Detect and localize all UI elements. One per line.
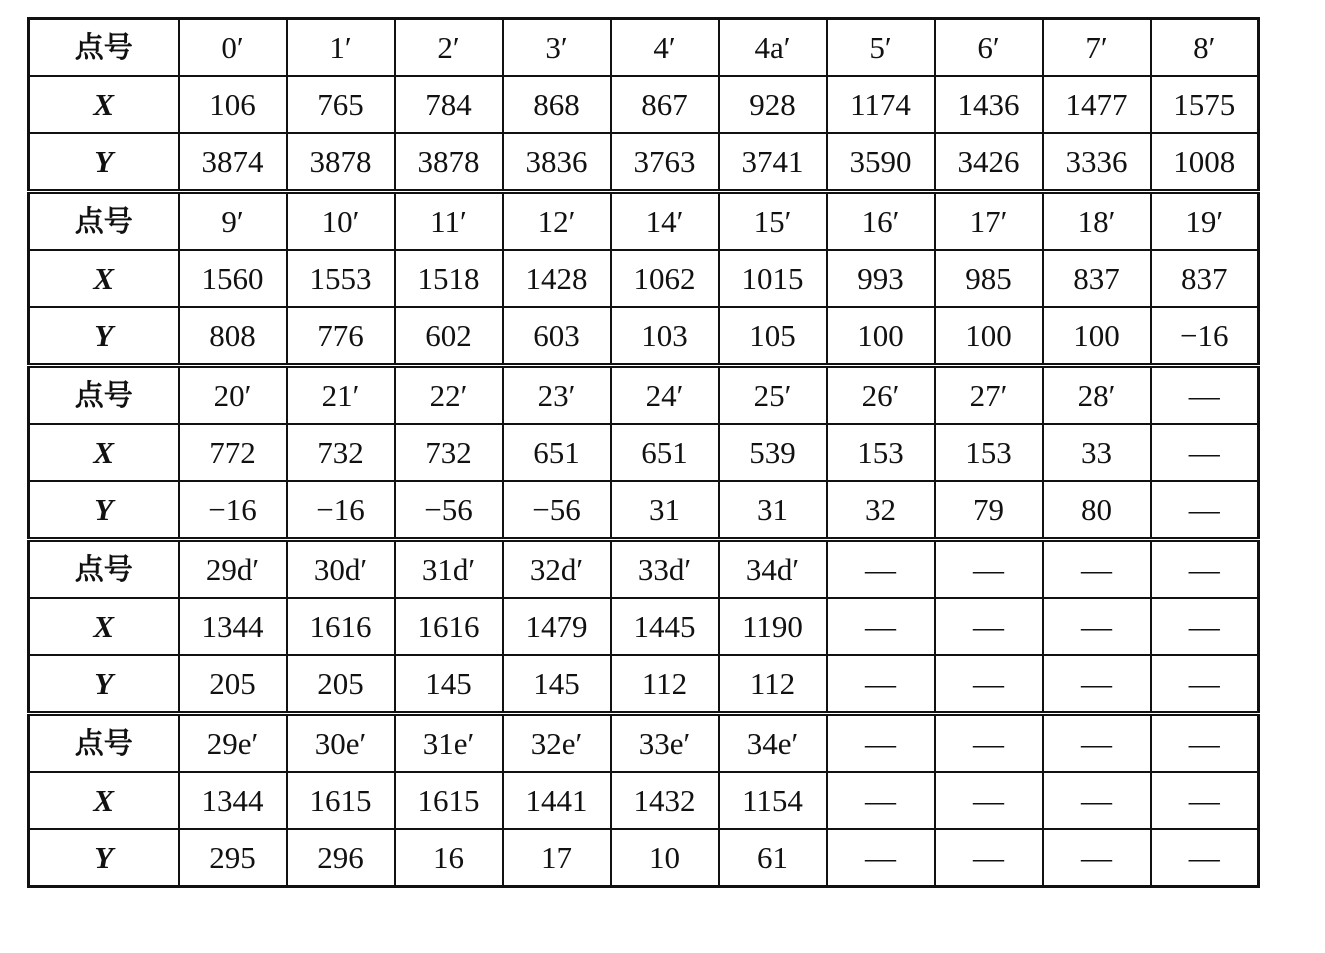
point-id-cell: 26′ — [827, 366, 935, 425]
y-value-cell: 808 — [179, 307, 287, 366]
x-value-cell: — — [1151, 772, 1259, 829]
x-value-cell: 651 — [611, 424, 719, 481]
y-value-cell: — — [827, 655, 935, 714]
x-value-cell: 765 — [287, 76, 395, 133]
y-value-cell: — — [1151, 829, 1259, 887]
point-id-cell: 20′ — [179, 366, 287, 425]
x-axis-label: X — [29, 250, 179, 307]
y-value-cell: 1008 — [1151, 133, 1259, 192]
x-value-cell: — — [1043, 772, 1151, 829]
y-coordinate-row — [29, 133, 1259, 192]
x-value-cell: 985 — [935, 250, 1043, 307]
x-value-cell: 784 — [395, 76, 503, 133]
point-id-cell: 34d′ — [719, 540, 827, 599]
y-value-cell: — — [827, 829, 935, 887]
y-value-cell: −16 — [179, 481, 287, 540]
x-value-cell: — — [1151, 424, 1259, 481]
point-id-cell: 25′ — [719, 366, 827, 425]
y-coordinate-row — [29, 481, 1259, 540]
x-value-cell: 1344 — [179, 772, 287, 829]
y-value-cell: 80 — [1043, 481, 1151, 540]
y-value-cell: 3878 — [395, 133, 503, 192]
point-number-label: 点号 — [29, 19, 179, 77]
point-id-cell: — — [827, 540, 935, 599]
point-id-cell: 31d′ — [395, 540, 503, 599]
x-value-cell: 1015 — [719, 250, 827, 307]
x-value-cell: — — [827, 598, 935, 655]
point-number-row — [29, 714, 1259, 773]
point-id-cell: 5′ — [827, 19, 935, 77]
point-id-cell: 33d′ — [611, 540, 719, 599]
x-value-cell: — — [935, 598, 1043, 655]
y-value-cell: — — [1043, 655, 1151, 714]
x-value-cell: — — [1151, 598, 1259, 655]
y-value-cell: 145 — [503, 655, 611, 714]
x-axis-label: X — [29, 598, 179, 655]
point-id-cell: 4′ — [611, 19, 719, 77]
x-coordinate-row — [29, 250, 1259, 307]
point-id-cell: — — [935, 714, 1043, 773]
y-value-cell: 295 — [179, 829, 287, 887]
y-value-cell: 79 — [935, 481, 1043, 540]
x-value-cell: 1190 — [719, 598, 827, 655]
y-coordinate-row — [29, 307, 1259, 366]
point-number-label: 点号 — [29, 714, 179, 773]
point-id-cell: 32d′ — [503, 540, 611, 599]
y-value-cell: — — [1151, 481, 1259, 540]
y-value-cell: 3763 — [611, 133, 719, 192]
y-value-cell: −56 — [395, 481, 503, 540]
x-value-cell: — — [935, 772, 1043, 829]
point-id-cell: 21′ — [287, 366, 395, 425]
point-id-cell: 32e′ — [503, 714, 611, 773]
x-value-cell: 539 — [719, 424, 827, 481]
point-id-cell: 3′ — [503, 19, 611, 77]
x-coordinate-row — [29, 772, 1259, 829]
point-id-cell: 12′ — [503, 192, 611, 251]
y-value-cell: 776 — [287, 307, 395, 366]
y-value-cell: 602 — [395, 307, 503, 366]
x-value-cell: 993 — [827, 250, 935, 307]
x-value-cell: 837 — [1043, 250, 1151, 307]
x-value-cell: — — [827, 772, 935, 829]
x-coordinate-row — [29, 598, 1259, 655]
x-value-cell: 1575 — [1151, 76, 1259, 133]
y-axis-label: Y — [29, 133, 179, 192]
x-value-cell: 1428 — [503, 250, 611, 307]
x-value-cell: 1477 — [1043, 76, 1151, 133]
point-number-row — [29, 19, 1259, 77]
x-value-cell: 651 — [503, 424, 611, 481]
point-id-cell: 7′ — [1043, 19, 1151, 77]
point-id-cell: 30d′ — [287, 540, 395, 599]
point-id-cell: — — [827, 714, 935, 773]
point-id-cell: 11′ — [395, 192, 503, 251]
point-id-cell: 6′ — [935, 19, 1043, 77]
y-axis-label: Y — [29, 655, 179, 714]
point-id-cell: 15′ — [719, 192, 827, 251]
point-id-cell: 4a′ — [719, 19, 827, 77]
point-id-cell: — — [1151, 366, 1259, 425]
y-value-cell: 205 — [179, 655, 287, 714]
x-value-cell: — — [1043, 598, 1151, 655]
point-id-cell: — — [1151, 540, 1259, 599]
table-block — [29, 714, 1259, 887]
y-value-cell: 296 — [287, 829, 395, 887]
x-axis-label: X — [29, 424, 179, 481]
x-value-cell: 1479 — [503, 598, 611, 655]
point-id-cell: 10′ — [287, 192, 395, 251]
y-value-cell: 16 — [395, 829, 503, 887]
y-value-cell: 105 — [719, 307, 827, 366]
x-axis-label: X — [29, 772, 179, 829]
point-id-cell: 14′ — [611, 192, 719, 251]
x-value-cell: 1344 — [179, 598, 287, 655]
point-id-cell: 34e′ — [719, 714, 827, 773]
x-value-cell: 1616 — [395, 598, 503, 655]
x-value-cell: 153 — [827, 424, 935, 481]
x-value-cell: 1445 — [611, 598, 719, 655]
y-value-cell: 100 — [1043, 307, 1151, 366]
point-id-cell: 24′ — [611, 366, 719, 425]
point-number-row — [29, 366, 1259, 425]
x-value-cell: 106 — [179, 76, 287, 133]
point-id-cell: 8′ — [1151, 19, 1259, 77]
y-value-cell: 145 — [395, 655, 503, 714]
point-id-cell: 16′ — [827, 192, 935, 251]
x-value-cell: 1432 — [611, 772, 719, 829]
y-value-cell: 3336 — [1043, 133, 1151, 192]
y-value-cell: 3836 — [503, 133, 611, 192]
y-value-cell: 100 — [935, 307, 1043, 366]
x-value-cell: 732 — [395, 424, 503, 481]
x-coordinate-row — [29, 424, 1259, 481]
y-value-cell: 205 — [287, 655, 395, 714]
point-id-cell: — — [1043, 714, 1151, 773]
point-id-cell: 29e′ — [179, 714, 287, 773]
y-coordinate-row — [29, 829, 1259, 887]
y-value-cell: 3741 — [719, 133, 827, 192]
coordinate-table — [27, 17, 1260, 888]
point-number-label: 点号 — [29, 192, 179, 251]
x-value-cell: 1174 — [827, 76, 935, 133]
point-id-cell: 0′ — [179, 19, 287, 77]
y-value-cell: 3874 — [179, 133, 287, 192]
x-value-cell: 1518 — [395, 250, 503, 307]
y-value-cell: 32 — [827, 481, 935, 540]
x-value-cell: 772 — [179, 424, 287, 481]
x-value-cell: 1553 — [287, 250, 395, 307]
point-id-cell: 1′ — [287, 19, 395, 77]
point-number-row — [29, 192, 1259, 251]
point-id-cell: 31e′ — [395, 714, 503, 773]
point-id-cell: 9′ — [179, 192, 287, 251]
y-value-cell: 603 — [503, 307, 611, 366]
y-value-cell: — — [1151, 655, 1259, 714]
y-value-cell: 10 — [611, 829, 719, 887]
x-value-cell: 33 — [1043, 424, 1151, 481]
y-value-cell: 17 — [503, 829, 611, 887]
point-id-cell: 27′ — [935, 366, 1043, 425]
y-value-cell: 31 — [719, 481, 827, 540]
x-value-cell: 1441 — [503, 772, 611, 829]
point-id-cell: — — [1043, 540, 1151, 599]
y-value-cell: 103 — [611, 307, 719, 366]
point-number-row — [29, 540, 1259, 599]
x-value-cell: 837 — [1151, 250, 1259, 307]
y-value-cell: 3426 — [935, 133, 1043, 192]
y-value-cell: 112 — [719, 655, 827, 714]
point-id-cell: 18′ — [1043, 192, 1151, 251]
point-id-cell: 17′ — [935, 192, 1043, 251]
y-axis-label: Y — [29, 829, 179, 887]
y-coordinate-row — [29, 655, 1259, 714]
x-value-cell: 1560 — [179, 250, 287, 307]
table-block — [29, 192, 1259, 366]
x-value-cell: 1615 — [395, 772, 503, 829]
point-id-cell: 29d′ — [179, 540, 287, 599]
y-value-cell: 3590 — [827, 133, 935, 192]
point-id-cell: 2′ — [395, 19, 503, 77]
point-id-cell: 23′ — [503, 366, 611, 425]
x-value-cell: 153 — [935, 424, 1043, 481]
y-value-cell: −56 — [503, 481, 611, 540]
point-id-cell: 33e′ — [611, 714, 719, 773]
x-axis-label: X — [29, 76, 179, 133]
table-block — [29, 540, 1259, 714]
x-value-cell: 928 — [719, 76, 827, 133]
point-number-label: 点号 — [29, 540, 179, 599]
y-axis-label: Y — [29, 481, 179, 540]
y-value-cell: −16 — [287, 481, 395, 540]
x-value-cell: 1436 — [935, 76, 1043, 133]
x-value-cell: 1062 — [611, 250, 719, 307]
y-value-cell: — — [1043, 829, 1151, 887]
point-id-cell: — — [1151, 714, 1259, 773]
table-block — [29, 19, 1259, 192]
y-axis-label: Y — [29, 307, 179, 366]
x-value-cell: 1154 — [719, 772, 827, 829]
y-value-cell: −16 — [1151, 307, 1259, 366]
point-id-cell: 28′ — [1043, 366, 1151, 425]
y-value-cell: 3878 — [287, 133, 395, 192]
x-value-cell: 1615 — [287, 772, 395, 829]
x-value-cell: 867 — [611, 76, 719, 133]
table-block — [29, 366, 1259, 540]
y-value-cell: — — [935, 829, 1043, 887]
y-value-cell: — — [935, 655, 1043, 714]
point-id-cell: 22′ — [395, 366, 503, 425]
y-value-cell: 31 — [611, 481, 719, 540]
y-value-cell: 61 — [719, 829, 827, 887]
point-number-label: 点号 — [29, 366, 179, 425]
point-id-cell: — — [935, 540, 1043, 599]
y-value-cell: 112 — [611, 655, 719, 714]
point-id-cell: 30e′ — [287, 714, 395, 773]
x-value-cell: 1616 — [287, 598, 395, 655]
y-value-cell: 100 — [827, 307, 935, 366]
x-value-cell: 732 — [287, 424, 395, 481]
x-coordinate-row — [29, 76, 1259, 133]
point-id-cell: 19′ — [1151, 192, 1259, 251]
x-value-cell: 868 — [503, 76, 611, 133]
